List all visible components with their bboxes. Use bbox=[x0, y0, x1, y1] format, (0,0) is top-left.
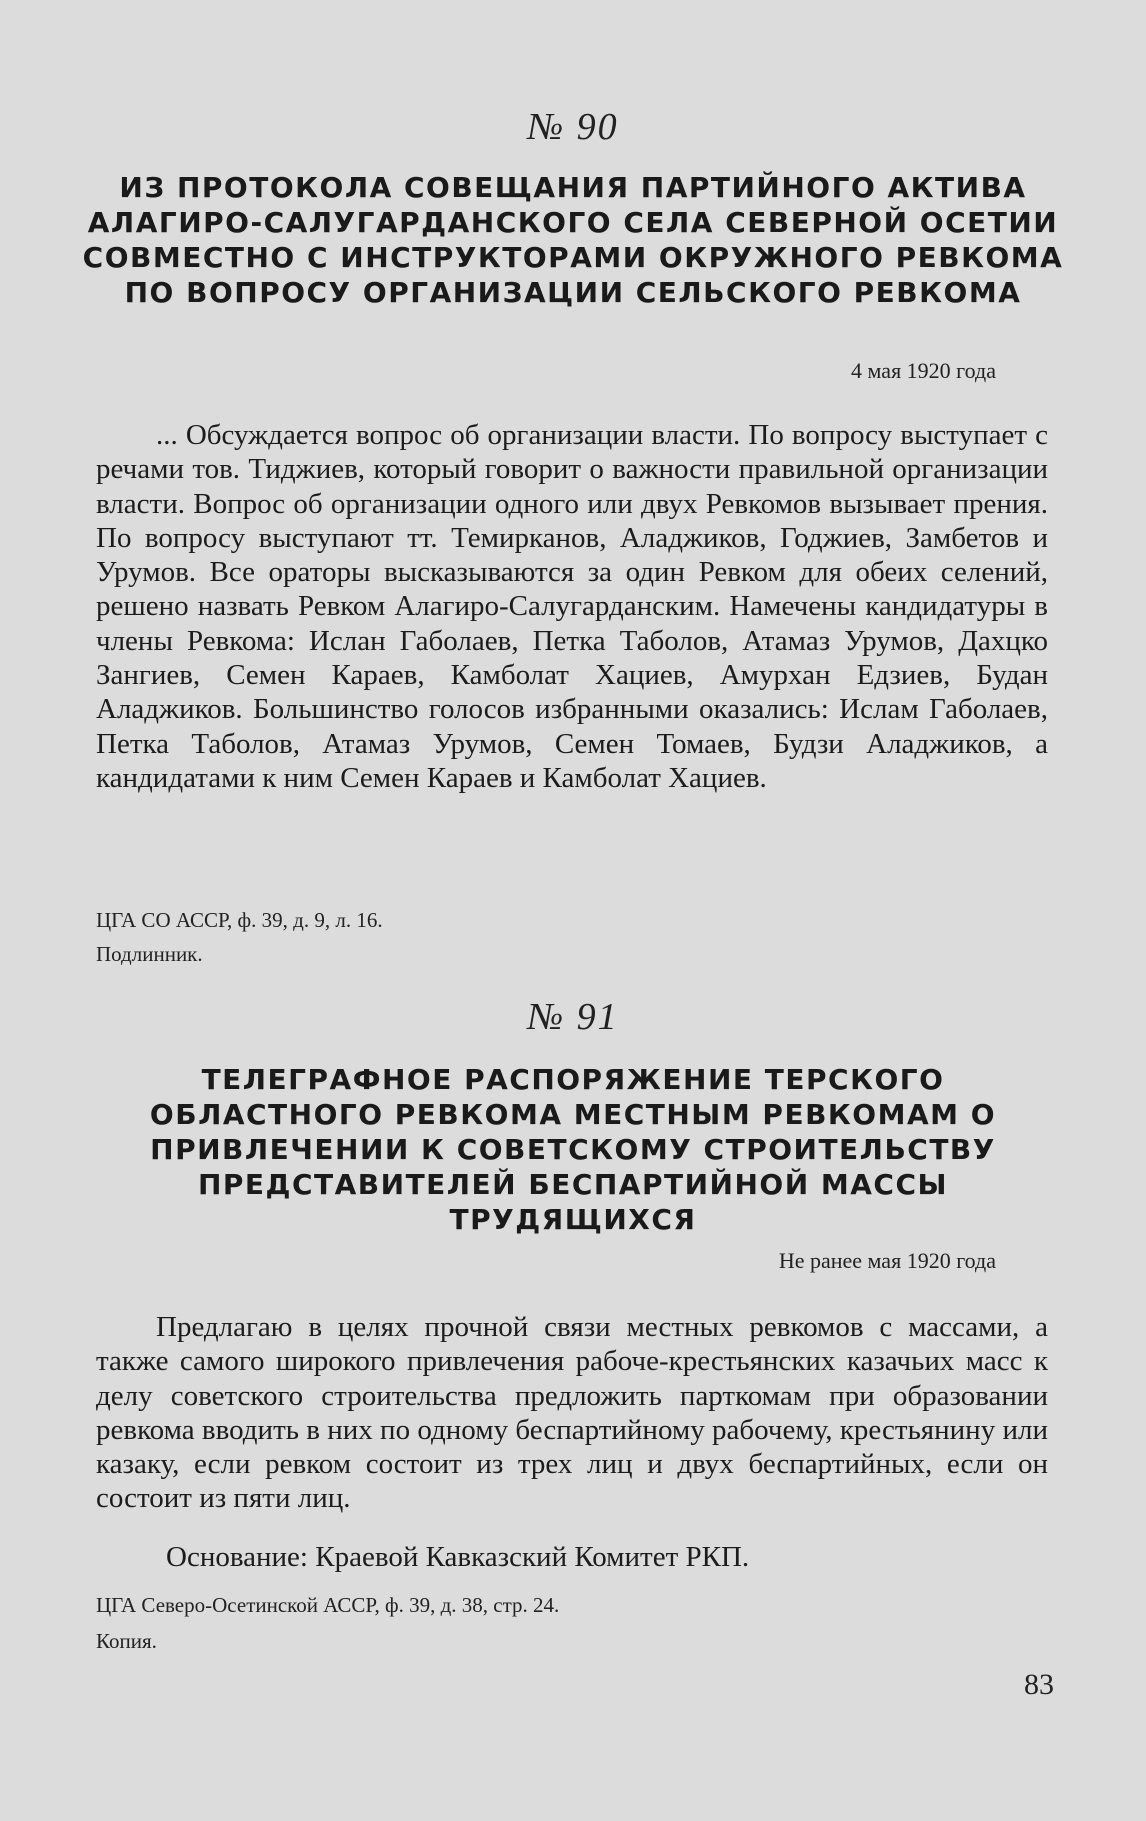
document-title: ИЗ ПРОТОКОЛА СОВЕЩАНИЯ ПАРТИЙНОГО АКТИВА АЛАГИРО-САЛУГАРДАНСКОГО СЕЛА СЕВЕРНОЙ ОСЕТИИ СОВМЕСТНО С ИНСТРУКТОРАМИ ОКРУЖНОГО РЕВКОМА ПО ВОПРОСУ ОРГАНИЗАЦИИ СЕЛЬСКОГО РЕВКОМА bbox=[82, 171, 1064, 309]
document-basis: Основание: Краевой Кавказский Комитет РКП. bbox=[166, 1541, 750, 1573]
document-number: № 91 bbox=[527, 996, 619, 1038]
body-paragraph: Предлагаю в целях прочной связи местных ревкомов с массами, а также самого широкого привлечения рабоче-крестьянских казачьих масс к делу советского строительства предложить парткомам при образовании ревкома вводить в них по одному беспартийному рабочему, крестьянину или казаку, если ревком состоит из трех лиц и двух беспартийных, если он состоит из пяти лиц. bbox=[96, 1311, 1048, 1515]
document-date: Не ранее мая 1920 года bbox=[778, 1248, 996, 1273]
document-number: № 90 bbox=[527, 106, 619, 148]
archive-source: ЦГА СО АССР, ф. 39, д. 9, л. 16. bbox=[96, 908, 383, 932]
document-date: 4 мая 1920 года bbox=[851, 358, 996, 383]
body-paragraph: ... Обсуждается вопрос об организации власти. По вопросу выступает с речами тов. Тиджиев, который говорит о важности правильной организации власти. Вопрос об организации одного или двух Ревкомов вызывает прения. По вопросу выступают тт. Темирканов, Аладжиков, Годжиев, Замбетов и Урумов. Все ораторы высказываются за один Ревком для обеих селений, решено назвать Ревком Алагиро-Салугарданским. Намечены кандидатуры в члены Ревкома: Ислан Габолаев, Петка Таболов, Атамаз Урумов, Дахцко Зангиев, Семен Караев, Камболат Хациев, Амурхан Едзиев, Будан Аладжиков. Большинство голосов избранными оказались: Ислам Габолаев, Петка Таболов, Атамаз Урумов, Семен Томаев, Будзи Аладжиков, а кандидатами к ним Семен Караев и Камболат Хациев. bbox=[96, 419, 1048, 794]
archive-source: ЦГА Северо-Осетинской АССР, ф. 39, д. 38, стр. 24. bbox=[96, 1593, 560, 1617]
document-body bbox=[96, 418, 1048, 795]
archive-note: Копия. bbox=[96, 1629, 157, 1653]
document-body bbox=[96, 1310, 1048, 1516]
document-title: ТЕЛЕГРАФНОЕ РАСПОРЯЖЕНИЕ ТЕРСКОГО ОБЛАСТНОГО РЕВКОМА МЕСТНЫМ РЕВКОМАМ О ПРИВЛЕЧЕНИИ К СОВЕТСКОМУ СТРОИТЕЛЬСТВУ ПРЕДСТАВИТЕЛЕЙ БЕСПАРТИЙНОЙ МАССЫ ТРУДЯЩИХСЯ bbox=[149, 1063, 997, 1236]
page-number: 83 bbox=[1024, 1668, 1054, 1701]
archive-note: Подлинник. bbox=[96, 942, 203, 966]
